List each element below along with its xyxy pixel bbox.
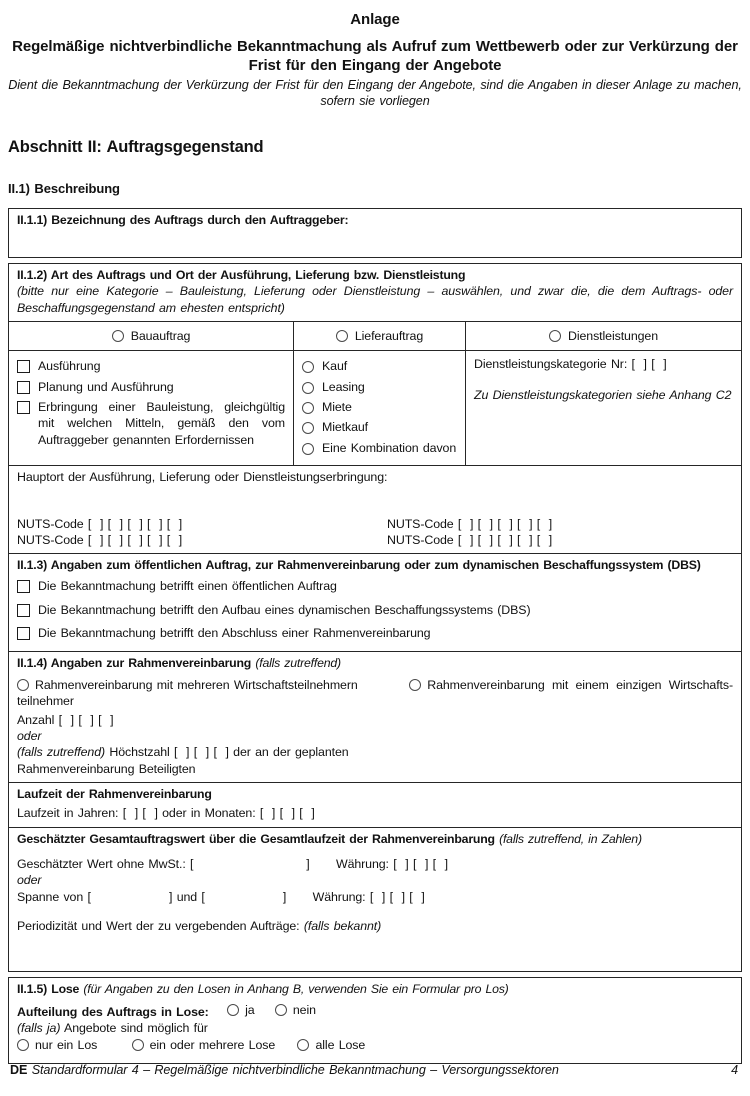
works-header-label: Bauauftrag	[130, 328, 191, 343]
falls-ja-line	[17, 1020, 733, 1036]
radio-nur-ein-los[interactable]	[17, 1039, 29, 1051]
services-cell	[465, 351, 741, 465]
gesamtwert-heading-text: Geschätzter Gesamtauftragswert über die Gesamtlaufzeit der Rahmenvereinbarung	[17, 831, 495, 846]
supplies-header-label: Lieferauftrag	[354, 328, 424, 343]
hoechstzahl-prefix: (falls zutreffend)	[17, 745, 106, 760]
lose-nein-option	[275, 1002, 316, 1018]
nuts-input[interactable]: [ ] [ ] [ ] [ ] [ ]	[87, 532, 183, 547]
sec-laufzeit	[9, 782, 741, 827]
lot-option	[132, 1037, 276, 1053]
lose-aufteilung-line	[17, 1002, 733, 1021]
radio-wrap	[302, 440, 314, 458]
waehrung-label: Währung:	[335, 856, 389, 871]
lot-option	[297, 1037, 365, 1053]
subsection-heading: II.1) Beschreibung	[8, 180, 120, 196]
box-II-1-1	[8, 208, 742, 258]
hoechstzahl-input[interactable]: [ ] [ ] [ ]	[174, 745, 229, 760]
checkbox-wrap	[17, 578, 30, 596]
waehrung2-label: Währung:	[312, 889, 366, 904]
nuts-col-left	[17, 516, 387, 549]
nuts-col-right	[387, 516, 750, 549]
annex-label: Anlage	[350, 11, 400, 28]
checkbox-wrap	[17, 602, 30, 620]
sec-gesamtwert	[9, 827, 741, 972]
II-1-4-heading-note: (falls zutreffend)	[255, 655, 341, 670]
supplies-option	[302, 419, 457, 437]
checkbox-wrap	[17, 379, 30, 397]
nuts-line	[387, 516, 750, 532]
works-option-label: Planung und Ausführung	[38, 379, 174, 394]
periodizitaet-input-area[interactable]	[17, 934, 733, 966]
radio-mietkauf[interactable]	[302, 422, 314, 434]
page-footer	[10, 1062, 738, 1079]
document-title-line1: Regelmäßige nichtverbindliche Bekanntmachung als Aufruf zum Wettbewerb oder zur Verkürzung der	[12, 37, 738, 55]
II-1-3-option-label: Die Bekanntmachung betrifft den Aufbau eines dynamischen Beschaffungssystems (DBS)	[38, 602, 531, 617]
works-option-label: Erbringung einer Bauleistung, gleichgültig mit welchen Mitteln, gemäß den vom Auftraggeber genannten Erfordernissen	[38, 400, 285, 447]
laufzeit-jahre-label: Laufzeit in Jahren:	[17, 806, 119, 821]
supplies-option-label: Eine Kombination davon	[322, 440, 457, 455]
works-option	[17, 399, 285, 448]
wert-line	[17, 856, 733, 872]
wert-label: Geschätzter Wert ohne MwSt.:	[17, 856, 186, 871]
lot-options-line	[17, 1037, 733, 1056]
document-title-line2: Frist für den Eingang der Angebote	[248, 56, 502, 74]
nuts-line	[387, 532, 750, 548]
gesamtwert-heading	[17, 831, 733, 847]
services-category-line	[474, 356, 733, 372]
nuts-input[interactable]: [ ] [ ] [ ] [ ] [ ]	[87, 516, 183, 531]
angebote-label: Angebote sind möglich für	[64, 1021, 208, 1036]
spanne-bis-input[interactable]: [ ]	[201, 889, 287, 904]
contract-title-input-area[interactable]	[17, 228, 733, 252]
services-category-input[interactable]: [ ] [ ]	[631, 357, 667, 372]
laufzeit-jahre-input[interactable]: [ ] [ ]	[122, 806, 158, 821]
supplies-option	[302, 358, 457, 376]
hoechstzahl-line2: Rahmenvereinbarung Beteiligten	[17, 761, 196, 776]
category-header-row	[9, 321, 741, 350]
works-options-cell	[9, 351, 293, 465]
sec-II-1-3	[9, 553, 741, 650]
II-1-3-option	[17, 578, 733, 596]
anzahl-input[interactable]: [ ] [ ] [ ]	[58, 712, 114, 727]
II-1-3-option-label: Die Bekanntmachung betrifft einen öffentlichen Auftrag	[38, 579, 337, 594]
hoechstzahl-suffix: der an der geplanten	[233, 745, 349, 760]
footer-left	[10, 1062, 559, 1079]
II-1-1-heading: II.1.1) Bezeichnung des Auftrags durch den Auftraggeber:	[17, 212, 349, 227]
document-note-line2: sofern sie vorliegen	[320, 94, 430, 109]
radio-alle-lose[interactable]	[297, 1039, 309, 1051]
supplies-option	[302, 440, 457, 458]
radio-wrap	[302, 379, 314, 397]
services-header-cell	[465, 322, 741, 350]
hoechstzahl-line	[17, 744, 733, 760]
supplies-option-label: Kauf	[322, 359, 348, 374]
supplies-options-cell	[293, 351, 465, 465]
lot-option-label: ein oder mehrere Lose	[149, 1037, 276, 1052]
waehrung-input[interactable]: [ ] [ ] [ ]	[393, 856, 449, 871]
footer-lang: DE	[10, 1063, 28, 1077]
radio-lieferauftrag[interactable]	[336, 330, 348, 342]
radio-leasing[interactable]	[302, 382, 314, 394]
nuts-label: NUTS-Code	[17, 532, 84, 547]
lot-option-label: nur ein Los	[35, 1037, 98, 1052]
checkbox-rahmenvereinbarung-abschluss[interactable]	[17, 627, 30, 640]
radio-lose-ja[interactable]	[227, 1004, 239, 1016]
section-heading: Abschnitt II: Auftragsgegenstand	[8, 137, 264, 156]
services-note: Zu Dienstleistungskategorien siehe Anhang C2	[474, 387, 732, 402]
radio-rahmen-mehrere[interactable]	[17, 679, 29, 691]
periodizitaet-line	[17, 918, 733, 934]
spanne-von-label: Spanne von	[17, 889, 84, 904]
nuts-line	[17, 516, 387, 532]
works-option-label: Ausführung	[38, 359, 101, 374]
checkbox-oeffentlicher-auftrag[interactable]	[17, 580, 30, 593]
II-1-5-heading	[17, 981, 733, 997]
services-header-label: Dienstleistungen	[567, 328, 658, 343]
radio-lose-nein[interactable]	[275, 1004, 287, 1016]
supplies-option-label: Mietkauf	[322, 420, 369, 435]
checkbox-dbs-aufbau[interactable]	[17, 604, 30, 617]
laufzeit-monate-input[interactable]: [ ] [ ] [ ]	[259, 806, 315, 821]
checkbox-ausfuehrung[interactable]	[17, 360, 30, 373]
oder-label: oder	[17, 873, 42, 888]
framework-options-line	[17, 677, 733, 693]
falls-ja-label: (falls ja)	[17, 1021, 61, 1036]
laufzeit-monate-label: oder in Monaten:	[162, 806, 256, 821]
supplies-header-cell	[293, 322, 465, 350]
anzahl-line	[17, 712, 733, 728]
supplies-option	[302, 379, 457, 397]
nuts-input[interactable]: [ ] [ ] [ ] [ ] [ ]	[457, 532, 553, 547]
framework-option-multiple-label: Rahmenvereinbarung mit mehreren Wirtschaftsteilnehmern	[35, 677, 358, 692]
gesamtwert-heading-note: (falls zutreffend, in Zahlen)	[499, 831, 642, 846]
II-1-3-option	[17, 625, 733, 643]
document-title	[8, 38, 742, 76]
II-1-3-option-label: Die Bekanntmachung betrifft den Abschluss einer Rahmenvereinbarung	[38, 626, 431, 641]
footer-text: Standardformular 4 – Regelmäßige nichtverbindliche Bekanntmachung – Versorgungssektoren	[31, 1063, 559, 1077]
lot-option-label: alle Lose	[315, 1037, 366, 1052]
nuts-input[interactable]: [ ] [ ] [ ] [ ] [ ]	[457, 516, 553, 531]
sec-main-place	[9, 465, 741, 553]
main-place-label: Hauptort der Ausführung, Lieferung oder Dienstleistungserbringung:	[17, 470, 388, 485]
oder-label: oder	[17, 728, 42, 743]
framework-option-single-label-line2: teilnehmer	[17, 694, 74, 709]
radio-miete[interactable]	[302, 402, 314, 414]
sec-II-1-2-intro	[9, 264, 741, 321]
document-note	[8, 78, 742, 109]
works-option	[17, 379, 285, 397]
nuts-label: NUTS-Code	[17, 516, 84, 531]
lot-option	[17, 1037, 97, 1053]
sec-II-1-5	[9, 978, 741, 1063]
II-1-3-option	[17, 602, 733, 620]
framework-option-single-label-line1: Rahmenvereinbarung mit einem einzigen Wirtschafts-	[427, 677, 733, 692]
II-1-3-heading: II.1.3) Angaben zum öffentlichen Auftrag, zur Rahmenvereinbarung oder zum dynamischen Beschaffungssystem (DBS)	[17, 558, 701, 573]
category-body-row	[9, 350, 741, 465]
nuts-line	[17, 532, 387, 548]
supplies-option-label: Leasing	[322, 379, 365, 394]
spanne-line	[17, 889, 733, 905]
anzahl-label: Anzahl	[17, 712, 55, 727]
waehrung2-input[interactable]: [ ] [ ] [ ]	[369, 889, 425, 904]
sec-II-1-1	[9, 209, 741, 257]
lose-nein-label: nein	[292, 1002, 316, 1017]
lose-aufteilung-label: Aufteilung des Auftrags in Lose:	[17, 1004, 209, 1019]
nuts-label: NUTS-Code	[387, 516, 454, 531]
II-1-2-heading: II.1.2) Art des Auftrags und Ort der Ausführung, Lieferung bzw. Dienstleistung	[17, 267, 466, 282]
works-header-cell	[9, 322, 293, 350]
radio-kombination[interactable]	[302, 443, 314, 455]
spanne-und-label: und	[176, 889, 198, 904]
periodizitaet-note: (falls bekannt)	[303, 919, 382, 933]
II-1-5-heading-note: (für Angaben zu den Losen in Anhang B, verwenden Sie ein Formular pro Los)	[83, 982, 509, 997]
laufzeit-heading: Laufzeit der Rahmenvereinbarung	[17, 787, 212, 802]
nuts-label: NUTS-Code	[387, 532, 454, 547]
periodizitaet-label: Periodizität und Wert der zu vergebenden Aufträge:	[17, 919, 300, 933]
radio-kauf[interactable]	[302, 361, 314, 373]
checkbox-wrap	[17, 625, 30, 643]
checkbox-erbringung-bauleistung[interactable]	[17, 401, 30, 414]
radio-wrap	[302, 399, 314, 417]
checkbox-planung-und-ausfuehrung[interactable]	[17, 381, 30, 394]
services-category-label: Dienstleistungskategorie Nr:	[474, 357, 628, 372]
hoechstzahl-label: Höchstzahl	[109, 745, 170, 760]
lose-ja-option	[227, 1002, 254, 1018]
II-1-4-heading-text: II.1.4) Angaben zur Rahmenvereinbarung	[17, 655, 252, 670]
II-1-5-heading-text: II.1.5) Lose	[17, 982, 80, 997]
II-1-2-note: (bitte nur eine Kategorie – Bauleistung, Lieferung oder Dienstleistung – auswählen, und zwar die, die dem Auftrags- oder Beschaffungsgegenstand am ehesten entspricht)	[17, 284, 733, 315]
works-option	[17, 358, 285, 376]
radio-rahmen-einziger[interactable]	[409, 679, 421, 691]
framework-option-multiple	[17, 677, 358, 693]
gap	[17, 847, 733, 856]
radio-bauauftrag[interactable]	[112, 330, 124, 342]
supplies-option-label: Miete	[322, 400, 352, 414]
supplies-option	[302, 399, 457, 417]
sec-II-1-4	[9, 651, 741, 782]
radio-ein-oder-mehrere-lose[interactable]	[132, 1039, 144, 1051]
box-II-1-5	[8, 977, 742, 1064]
spanne-von-input[interactable]: [ ]	[87, 889, 173, 904]
box-II-1-2	[8, 263, 742, 972]
radio-wrap	[302, 419, 314, 437]
radio-dienstleistungen[interactable]	[549, 330, 561, 342]
radio-wrap	[302, 358, 314, 376]
footer-page-number: 4	[731, 1063, 738, 1077]
wert-input[interactable]: [ ]	[190, 856, 310, 871]
checkbox-wrap	[17, 399, 30, 417]
lose-ja-label: ja	[245, 1002, 255, 1017]
nuts-block	[17, 516, 733, 549]
document-note-line1: Dient die Bekanntmachung der Verkürzung der Frist für den Eingang der Angebote, sind die Angaben in dieser Anlage zu machen,	[8, 78, 742, 93]
II-1-4-heading	[17, 655, 733, 671]
laufzeit-line	[17, 805, 733, 821]
framework-option-single	[409, 677, 733, 693]
checkbox-wrap	[17, 358, 30, 376]
